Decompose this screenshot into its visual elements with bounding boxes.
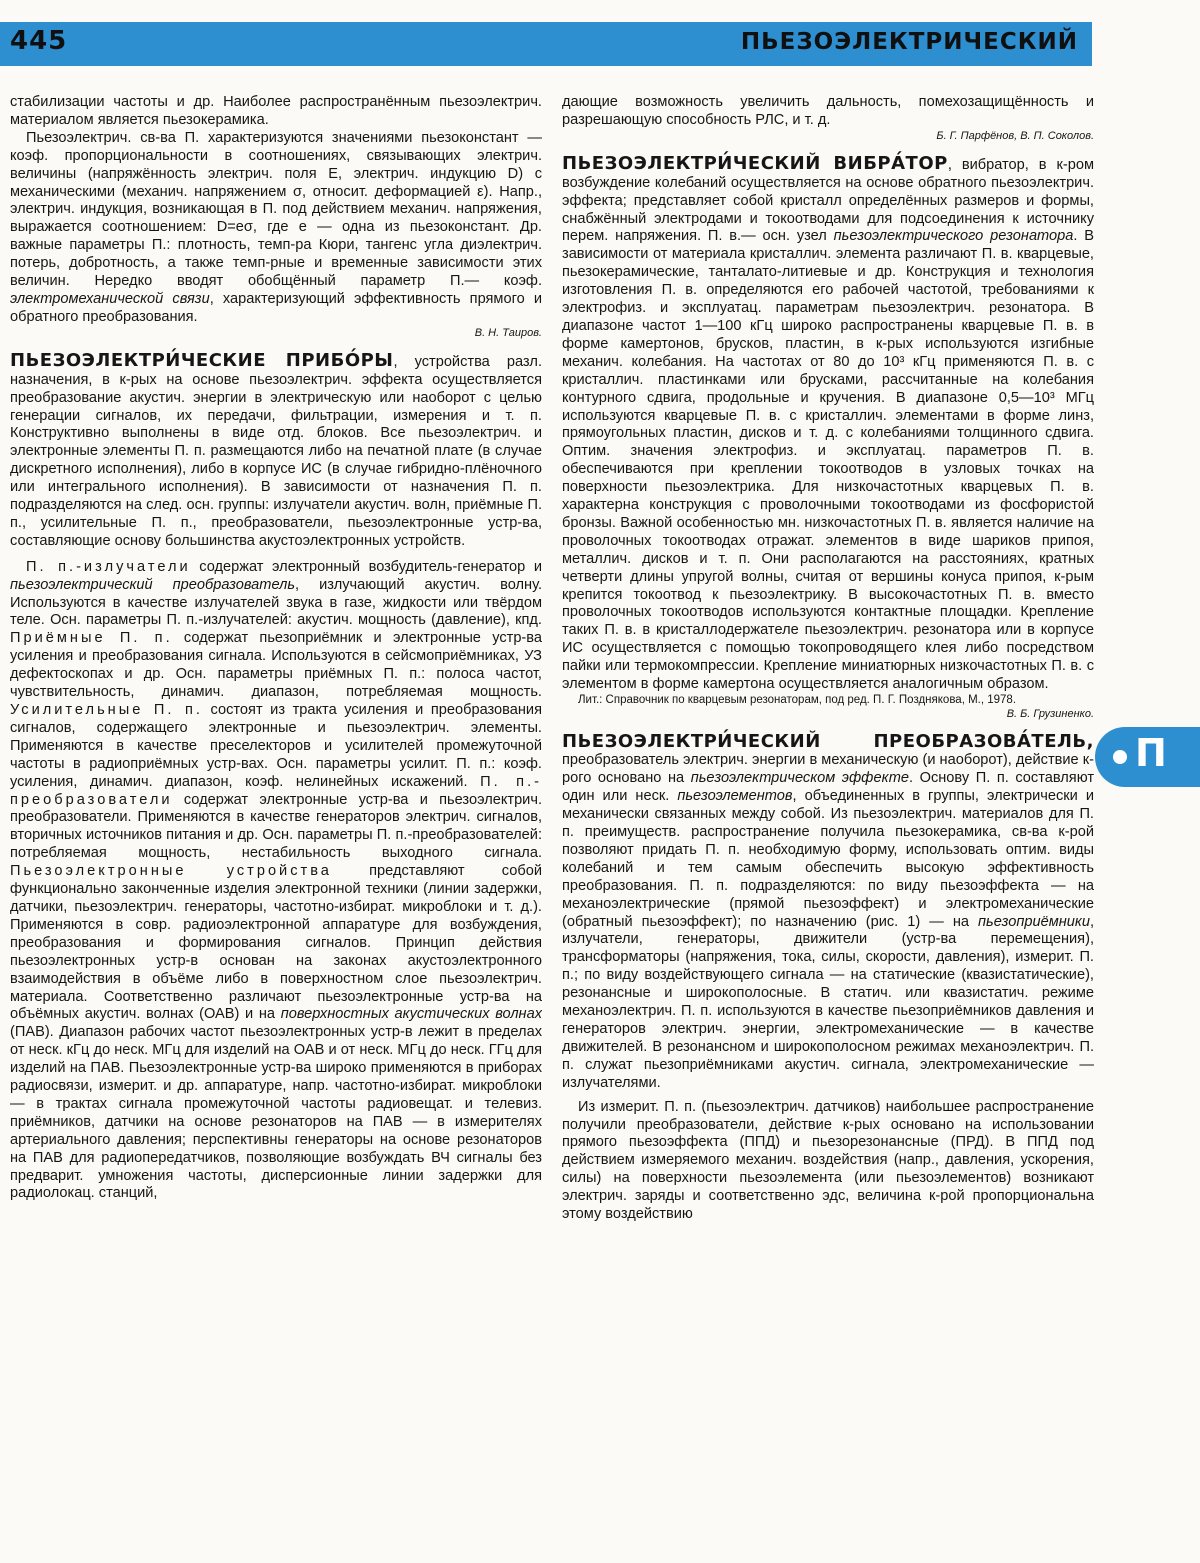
section-tab	[1095, 727, 1200, 787]
tab-dot-icon	[1113, 750, 1127, 764]
continued-text: дающие возможность увеличить дальность, помехозащищённость и разрешающую способность РЛС, и т. д.	[562, 94, 1094, 128]
continued-text: стабилизации частоты и др. Наиболее распространённым пьезоэлектрич. материалом является пьезокерамика.	[10, 94, 542, 128]
headword: ПЬЕЗОЭЛЕКТРИ́ЧЕСКИЙ ПРЕОБРАЗОВА́ТЕЛЬ,	[562, 730, 1094, 752]
author-signature: В. Б. Грузиненко.	[1006, 707, 1094, 720]
page-number: 445	[10, 26, 68, 56]
author-signature: Б. Г. Парфёнов, В. П. Соколов.	[936, 129, 1094, 142]
paragraph: П. п.-излучатели содержат электронный возбудитель-генератор и пьезоэлектрический преобразователь, излучающий акустич. волну. Используются в качестве излучателей звука в газе, жидкости или твёрдом теле. Осн. параметры П. п.-излучателей: акустич. мощность (давление), кпд. Приёмные П. п. содержат пьезоприёмник и электронные устр-ва усиления и преобразования сигнала. Используются в сейсмоприёмниках, УЗ дефектоскопах и др. Осн. параметры приёмных П. п.: полоса частот, чувствительность, динамич. диапазон, потребляемая мощность. Усилительные П. п. состоят из тракта усиления и преобразования сигналов, содержащего электронные и пьезоэлектрич. элементы. Применяются в качестве преселекторов и усилителей промежуточной частоты в радиоприёмных устр-вах. Осн. параметры усилит. П. п.: коэф. усиления, динамич. диапазон, коэф. нелинейных искажений. П. п.-преобразователи содержат электронные устр-ва и пьезоэлектрич. преобразователи. Применяются в качестве генераторов электрич. сигналов, вторичных источников питания и др. Осн. параметры П. п.-преобразователей: потребляемая мощность, нестабильность выходного сигнала. Пьезоэлектронные устройства представляют собой функционально законченные изделия электронной техники (линии задержки, датчики, пьезоэлектрич. генераторы, частотно-избират. микроблоки и т. д.). Применяются в совр. радиоэлектронной аппаратуре для возбуждения, преобразования и формирования сигналов. Принцип действия пьезоэлектронных устр-в основан на законах акустоэлектронного взаимодействия в объёме либо в поверхностном слое пьезоэлектрич. материала. Соответственно различают пьезоэлектронные устр-ва на объёмных акустич. волнах (ОАВ) и на поверхностных акустических волнах (ПАВ). Диапазон рабочих частот пьезоэлектронных устр-в лежит в пределах от неск. кГц до неск. МГц для изделий на ОАВ и от неск. МГц до неск. ГГц для изделий на ПАВ. Пьезоэлектронные устр-ва широко применяются в приборах радиосвязи, измерит. и др. аппаратуре, напр. частотно-избират. микроблоки — в трактах сигнала промежуточной частоты радиовещат. и телевиз. приёмников, датчики на основе резонаторов на ПАВ — в измерителях артериального давления; перспективны генераторы на основе резонаторов на ПАВ для радиопередатчиков, позволяющие возбуждать ВЧ сигналы без предварит. умножения частоты, дисперсионные линии задержки для радиолокац. станций,	[10, 558, 542, 1202]
headword: ПЬЕЗОЭЛЕКТРИ́ЧЕСКИЕ ПРИБО́РЫ	[10, 349, 394, 371]
paragraph: Пьезоэлектрич. св-ва П. характеризуются значениями пьезоконстант — коэф. пропорциональности в соотношениях, связывающих электрич. величины (напряжённость электрич. поля E, электрич. индукцию D) с механическими (механич. напряжением σ, относит. деформацией ε). Напр., электрич. индукция, возникающая в П. под действием механич. напряжения, выражается соотношением: D=eσ, где e — одна из пьезоконстант. Др. важные параметры П.: плотность, темп-ра Кюри, тангенс угла диэлектрич. потерь, добротность, а также темп-рные и временные зависимости этих величин. Нередко вводят обобщённый параметр П.— коэф. электромеханической связи, характеризующий эффективность прямого и обратного преобразования.	[10, 129, 542, 325]
running-head: ПЬЕЗОЭЛЕКТРИЧЕСКИЙ	[740, 29, 1078, 55]
tab-letter: П	[1135, 731, 1167, 775]
entry-piezo-devices: ПЬЕЗОЭЛЕКТРИ́ЧЕСКИЕ ПРИБО́РЫ, устройства разл. назначения, в к-рых на основе пьезоэлектрич. эффекта осуществляется преобразование акустич. энергии в электрическую или наоборот с целью генерации сигналов, их передачи, фильтрации, измерения и т. п. Конструктивно выполнены в виде отд. блоков. Все пьезоэлектрич. и электронные элементы П. п. размещаются либо на печатной плате (в случае дискретного исполнения), либо в корпусе ИС (в случае гибридно-плёночного или интегрального исполнения). В зависимости от назначения П. п. подразделяются на след. осн. группы: излучатели акустич. волн, приёмные П. п., усилительные П. п., преобразователи, пьезоэлектронные устр-ва, составляющие основу большинства акустоэлектронных устройств.	[10, 349, 542, 549]
author-signature: В. Н. Таиров.	[474, 326, 542, 339]
entry-piezo-vibrator: ПЬЕЗОЭЛЕКТРИ́ЧЕСКИЙ ВИБРА́ТОР, вибратор, в к-ром возбуждение колебаний осуществляется на основе обратного пьезоэлектрич. эффекта; представляет собой кристалл определённых размеров и формы, снабжённый электродами и токоотводами для подсоединения к источнику перем. напряжения. П. в.— осн. узел пьезоэлектрического резонатора. В зависимости от материала кристаллич. элемента различают П. в. кварцевые, пьезокерамические, танталато-литиевые и др. Конструкция и технология изготовления П. в. определяются его рабочей частотой, требованиями к электрофиз. и эксплуатац. параметрам пьезоэлектрич. резонатора. В диапазоне частот 1—100 кГц широко распространены кварцевые П. в. в форме камертонов, брусков, пластин, в к-рых используются изгибные механич. колебания. На частотах от 80 до 10³ кГц применяются П. в. с кристаллич. пластинками или брусками, рассчитанные на колебания контурного сдвига, продольные и кручения. В диапазоне 0,5—10³ МГц используются кварцевые П. в. с кристаллич. элементами в форме линз, прямоугольных пластин, дисков и т. д. с колебаниями толщинного сдвига. Оптим. значения электрофиз. и эксплуатац. параметров П. в. обеспечиваются при креплении токоотводов в узловых точках на поверхности пьезоэлектрика. Для низкочастотных кварцевых П. в. характерна конструкция с проволочными токоотводами из фосфористой бронзы. Важной особенностью мн. низкочастотных П. в. является наличие на проволочных токоотводах отражат. элементов в виде шариков припоя, металлич. дисков и т. п. Они располагаются на расстояниях, кратных четверти длины упругой волны, считая от вершины конуса припоя, к-рым крепится токоотвод к пьезоэлектрику. В высокочастотных П. в. вместо проволочных токоотводов используются контактные площадки. Крепление таких П. в. в кристаллодержателе пьезоэлектрич. резонатора или в корпусе ИС осуществляется с помощью токопроводящего клея либо посредством пайки или термокомпрессии. Крепление миниатюрных низкочастотных П. в. с элементом в форме камертона осуществляется аналогичным образом.	[562, 152, 1094, 693]
page-header	[0, 22, 1092, 66]
left-column	[10, 94, 542, 1554]
literature-reference: Лит.: Справочник по кварцевым резонаторам, под ред. П. Г. Позднякова, М., 1978.	[578, 694, 1017, 706]
headword: ПЬЕЗОЭЛЕКТРИ́ЧЕСКИЙ ВИБРА́ТОР	[562, 152, 948, 174]
right-column	[562, 94, 1094, 1554]
paragraph: Из измерит. П. п. (пьезоэлектрич. датчиков) наибольшее распространение получили преобразователи, действие к-рых основано на использовании прямого пьезоэффекта (ППД) и пьезорезонансные (ПРД). В ППД под действием измеряемого механич. воздействия (напр., давления, ускорения, силы) на поверхности пьезоэлемента (или пьезоэлементов) возникают электрич. заряды и соответственно эдс, величина к-рой пропорциональна этому воздействию	[562, 1098, 1094, 1223]
entry-piezo-transducer: ПЬЕЗОЭЛЕКТРИ́ЧЕСКИЙ ПРЕОБРАЗОВА́ТЕЛЬ, преобразователь электрич. энергии в механическую (и наоборот), действие к-рого основано на пьезоэлектрическом эффекте. Основу П. п. составляют один или неск. пьезоэлементов, объединенных в группы, электрически и механически связанных между собой. Из пьезоэлектрич. материалов для П. п. преимуществ. распространение получила пьезокерамика, св-ва к-рой позволяют придать П. п. необходимую форму, использовать оптим. виды колебаний и тем самым обеспечить высокую эффективность преобразования. П. п. подразделяются: по виду пьезоэффекта — на механоэлектрические (прямой пьезоэффект) и электромеханические (обратный пьезоэффект); по назначению (рис. 1) — на пьезоприёмники, излучатели, генераторы, движители (устр-ва перемещения), трансформаторы (напряжения, тока, силы, скорости, давления), измерит. П. п.; по виду воздействующего сигнала — на статические (квазистатические), резонансные и широкополосные. В статич. или квазистатич. режиме механоэлектрич. П. п. используются в качестве пьезоприёмников давления и генераторов электрич. энергии, электромеханические — в качестве движителей. В резонансном и широкополосном режимах механоэлектрич. П. п. служат пьезоприёмниками акустич. сигнала, электромеханические — излучателями.	[562, 730, 1094, 1091]
